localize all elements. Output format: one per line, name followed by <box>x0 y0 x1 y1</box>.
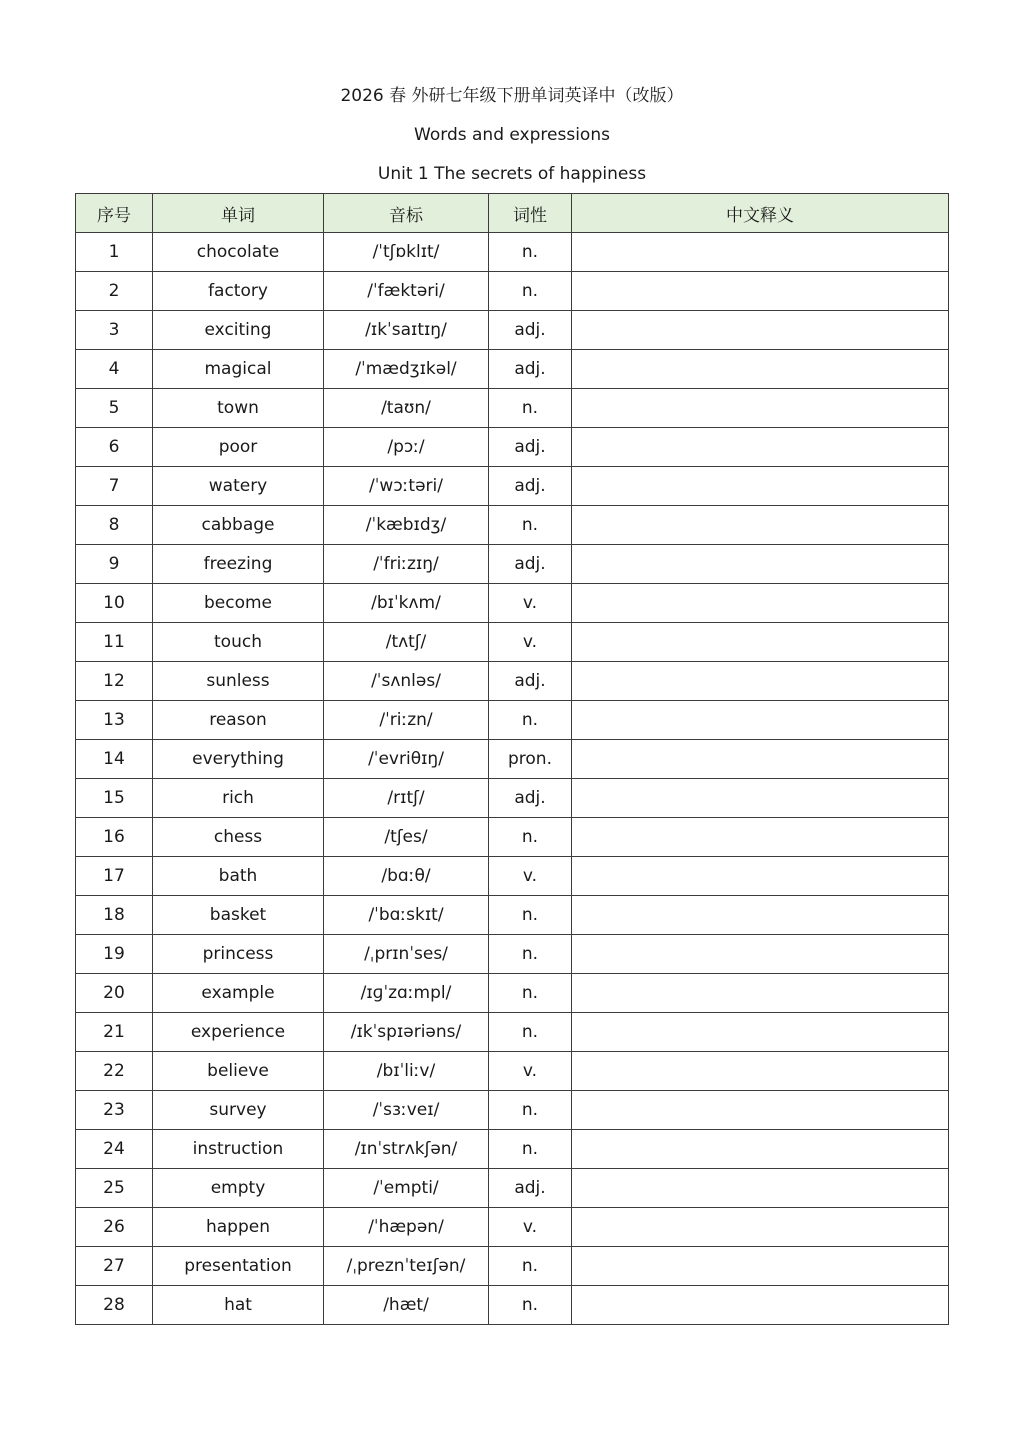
part-of-speech-cell: n. <box>489 1091 572 1130</box>
table-row <box>76 857 949 896</box>
part-of-speech-cell: v. <box>489 1052 572 1091</box>
part-of-speech-cell: n. <box>489 818 572 857</box>
table-row <box>76 1286 949 1325</box>
phonetic-cell: /ˈfæktəri/ <box>324 272 489 311</box>
phonetic-cell: /ˌpreznˈteɪʃən/ <box>324 1247 489 1286</box>
phonetic-cell: /ˈkæbɪdʒ/ <box>324 506 489 545</box>
section-subtitle: Words and expressions <box>414 125 610 145</box>
row-number-cell: 15 <box>76 779 153 818</box>
meaning-answer-cell[interactable] <box>572 233 949 272</box>
table-row <box>76 428 949 467</box>
row-number-cell: 1 <box>76 233 153 272</box>
table-header-row <box>76 194 949 233</box>
word-cell: survey <box>153 1091 324 1130</box>
part-of-speech-cell: adj. <box>489 350 572 389</box>
column-header-phonetic: 音标 <box>324 194 489 233</box>
word-cell: town <box>153 389 324 428</box>
meaning-answer-cell[interactable] <box>572 857 949 896</box>
row-number-cell: 12 <box>76 662 153 701</box>
table-row <box>76 818 949 857</box>
word-cell: watery <box>153 467 324 506</box>
word-cell: poor <box>153 428 324 467</box>
table-row <box>76 389 949 428</box>
row-number-cell: 26 <box>76 1208 153 1247</box>
table-row <box>76 1247 949 1286</box>
phonetic-cell: /tʌtʃ/ <box>324 623 489 662</box>
table-row <box>76 779 949 818</box>
part-of-speech-cell: v. <box>489 623 572 662</box>
part-of-speech-cell: adj. <box>489 779 572 818</box>
part-of-speech-cell: adj. <box>489 467 572 506</box>
table-row <box>76 311 949 350</box>
phonetic-cell: /ˈevriθɪŋ/ <box>324 740 489 779</box>
part-of-speech-cell: n. <box>489 896 572 935</box>
phonetic-cell: /ˈbɑːskɪt/ <box>324 896 489 935</box>
phonetic-cell: /ɪkˈspɪəriəns/ <box>324 1013 489 1052</box>
word-cell: freezing <box>153 545 324 584</box>
meaning-answer-cell[interactable] <box>572 272 949 311</box>
table-row <box>76 1169 949 1208</box>
row-number-cell: 13 <box>76 701 153 740</box>
row-number-cell: 18 <box>76 896 153 935</box>
word-cell: presentation <box>153 1247 324 1286</box>
row-number-cell: 23 <box>76 1091 153 1130</box>
meaning-answer-cell[interactable] <box>572 1286 949 1325</box>
word-cell: basket <box>153 896 324 935</box>
table-row <box>76 467 949 506</box>
part-of-speech-cell: n. <box>489 506 572 545</box>
column-header-chinese-meaning: 中文释义 <box>572 194 949 233</box>
word-cell: exciting <box>153 311 324 350</box>
word-cell: instruction <box>153 1130 324 1169</box>
table-row <box>76 350 949 389</box>
table-row <box>76 935 949 974</box>
word-cell: believe <box>153 1052 324 1091</box>
phonetic-cell: /ˈmædʒɪkəl/ <box>324 350 489 389</box>
row-number-cell: 7 <box>76 467 153 506</box>
word-cell: factory <box>153 272 324 311</box>
row-number-cell: 24 <box>76 1130 153 1169</box>
row-number-cell: 11 <box>76 623 153 662</box>
meaning-answer-cell[interactable] <box>572 1091 949 1130</box>
row-number-cell: 27 <box>76 1247 153 1286</box>
row-number-cell: 20 <box>76 974 153 1013</box>
row-number-cell: 4 <box>76 350 153 389</box>
row-number-cell: 16 <box>76 818 153 857</box>
word-cell: sunless <box>153 662 324 701</box>
table-row <box>76 1013 949 1052</box>
word-cell: touch <box>153 623 324 662</box>
phonetic-cell: /ˈwɔːtəri/ <box>324 467 489 506</box>
phonetic-cell: /bɪˈkʌm/ <box>324 584 489 623</box>
meaning-answer-cell[interactable] <box>572 701 949 740</box>
table-row <box>76 233 949 272</box>
meaning-answer-cell[interactable] <box>572 818 949 857</box>
page-title: 2026 春 外研七年级下册单词英译中（改版） <box>340 86 684 106</box>
phonetic-cell: /ɪkˈsaɪtɪŋ/ <box>324 311 489 350</box>
meaning-answer-cell[interactable] <box>572 428 949 467</box>
word-cell: rich <box>153 779 324 818</box>
part-of-speech-cell: adj. <box>489 311 572 350</box>
phonetic-cell: /bɪˈliːv/ <box>324 1052 489 1091</box>
phonetic-cell: /ˈsɜːveɪ/ <box>324 1091 489 1130</box>
meaning-answer-cell[interactable] <box>572 662 949 701</box>
vocabulary-table <box>75 193 949 1325</box>
part-of-speech-cell: v. <box>489 584 572 623</box>
part-of-speech-cell: adj. <box>489 662 572 701</box>
word-cell: hat <box>153 1286 324 1325</box>
word-cell: experience <box>153 1013 324 1052</box>
table-row <box>76 1208 949 1247</box>
phonetic-cell: /ˈfriːzɪŋ/ <box>324 545 489 584</box>
part-of-speech-cell: adj. <box>489 428 572 467</box>
table-row <box>76 623 949 662</box>
part-of-speech-cell: n. <box>489 974 572 1013</box>
table-row <box>76 662 949 701</box>
part-of-speech-cell: n. <box>489 1013 572 1052</box>
phonetic-cell: /tʃes/ <box>324 818 489 857</box>
table-row <box>76 584 949 623</box>
part-of-speech-cell: pron. <box>489 740 572 779</box>
column-header-part-of-speech: 词性 <box>489 194 572 233</box>
part-of-speech-cell: n. <box>489 701 572 740</box>
word-cell: become <box>153 584 324 623</box>
part-of-speech-cell: v. <box>489 857 572 896</box>
row-number-cell: 2 <box>76 272 153 311</box>
meaning-answer-cell[interactable] <box>572 467 949 506</box>
column-header-word: 单词 <box>153 194 324 233</box>
word-cell: happen <box>153 1208 324 1247</box>
part-of-speech-cell: n. <box>489 233 572 272</box>
row-number-cell: 3 <box>76 311 153 350</box>
phonetic-cell: /bɑːθ/ <box>324 857 489 896</box>
row-number-cell: 6 <box>76 428 153 467</box>
word-cell: chocolate <box>153 233 324 272</box>
meaning-answer-cell[interactable] <box>572 974 949 1013</box>
table-row <box>76 740 949 779</box>
meaning-answer-cell[interactable] <box>572 740 949 779</box>
word-cell: empty <box>153 1169 324 1208</box>
phonetic-cell: /ɪnˈstrʌkʃən/ <box>324 1130 489 1169</box>
phonetic-cell: /ˌprɪnˈses/ <box>324 935 489 974</box>
phonetic-cell: /ˈempti/ <box>324 1169 489 1208</box>
word-cell: princess <box>153 935 324 974</box>
meaning-answer-cell[interactable] <box>572 1208 949 1247</box>
phonetic-cell: /ɪɡˈzɑːmpl/ <box>324 974 489 1013</box>
part-of-speech-cell: n. <box>489 935 572 974</box>
table-row <box>76 896 949 935</box>
part-of-speech-cell: v. <box>489 1208 572 1247</box>
meaning-answer-cell[interactable] <box>572 1013 949 1052</box>
row-number-cell: 14 <box>76 740 153 779</box>
table-row <box>76 974 949 1013</box>
row-number-cell: 10 <box>76 584 153 623</box>
meaning-answer-cell[interactable] <box>572 350 949 389</box>
meaning-answer-cell[interactable] <box>572 311 949 350</box>
phonetic-cell: /pɔː/ <box>324 428 489 467</box>
table-row <box>76 1052 949 1091</box>
row-number-cell: 5 <box>76 389 153 428</box>
part-of-speech-cell: adj. <box>489 545 572 584</box>
row-number-cell: 21 <box>76 1013 153 1052</box>
row-number-cell: 28 <box>76 1286 153 1325</box>
row-number-cell: 8 <box>76 506 153 545</box>
part-of-speech-cell: n. <box>489 1286 572 1325</box>
unit-title: Unit 1 The secrets of happiness <box>377 164 647 184</box>
word-cell: magical <box>153 350 324 389</box>
word-cell: cabbage <box>153 506 324 545</box>
meaning-answer-cell[interactable] <box>572 1169 949 1208</box>
meaning-answer-cell[interactable] <box>572 779 949 818</box>
meaning-answer-cell[interactable] <box>572 1247 949 1286</box>
meaning-answer-cell[interactable] <box>572 935 949 974</box>
row-number-cell: 17 <box>76 857 153 896</box>
phonetic-cell: /ˈhæpən/ <box>324 1208 489 1247</box>
part-of-speech-cell: n. <box>489 272 572 311</box>
meaning-answer-cell[interactable] <box>572 584 949 623</box>
phonetic-cell: /hæt/ <box>324 1286 489 1325</box>
part-of-speech-cell: n. <box>489 1130 572 1169</box>
table-body <box>76 233 949 1325</box>
table-row <box>76 701 949 740</box>
phonetic-cell: /ˈsʌnləs/ <box>324 662 489 701</box>
word-cell: everything <box>153 740 324 779</box>
phonetic-cell: /taʊn/ <box>324 389 489 428</box>
meaning-answer-cell[interactable] <box>572 545 949 584</box>
phonetic-cell: /rɪtʃ/ <box>324 779 489 818</box>
part-of-speech-cell: adj. <box>489 1169 572 1208</box>
table-row <box>76 1091 949 1130</box>
row-number-cell: 19 <box>76 935 153 974</box>
word-cell: reason <box>153 701 324 740</box>
meaning-answer-cell[interactable] <box>572 1130 949 1169</box>
table-row <box>76 1130 949 1169</box>
word-cell: example <box>153 974 324 1013</box>
row-number-cell: 22 <box>76 1052 153 1091</box>
part-of-speech-cell: n. <box>489 389 572 428</box>
meaning-answer-cell[interactable] <box>572 896 949 935</box>
column-header-number: 序号 <box>76 194 153 233</box>
part-of-speech-cell: n. <box>489 1247 572 1286</box>
meaning-answer-cell[interactable] <box>572 506 949 545</box>
meaning-answer-cell[interactable] <box>572 389 949 428</box>
phonetic-cell: /ˈriːzn/ <box>324 701 489 740</box>
phonetic-cell: /ˈtʃɒklɪt/ <box>324 233 489 272</box>
document-header <box>0 82 1024 199</box>
meaning-answer-cell[interactable] <box>572 623 949 662</box>
word-cell: bath <box>153 857 324 896</box>
table-row <box>76 272 949 311</box>
row-number-cell: 9 <box>76 545 153 584</box>
word-cell: chess <box>153 818 324 857</box>
table-row <box>76 506 949 545</box>
table-row <box>76 545 949 584</box>
row-number-cell: 25 <box>76 1169 153 1208</box>
meaning-answer-cell[interactable] <box>572 1052 949 1091</box>
